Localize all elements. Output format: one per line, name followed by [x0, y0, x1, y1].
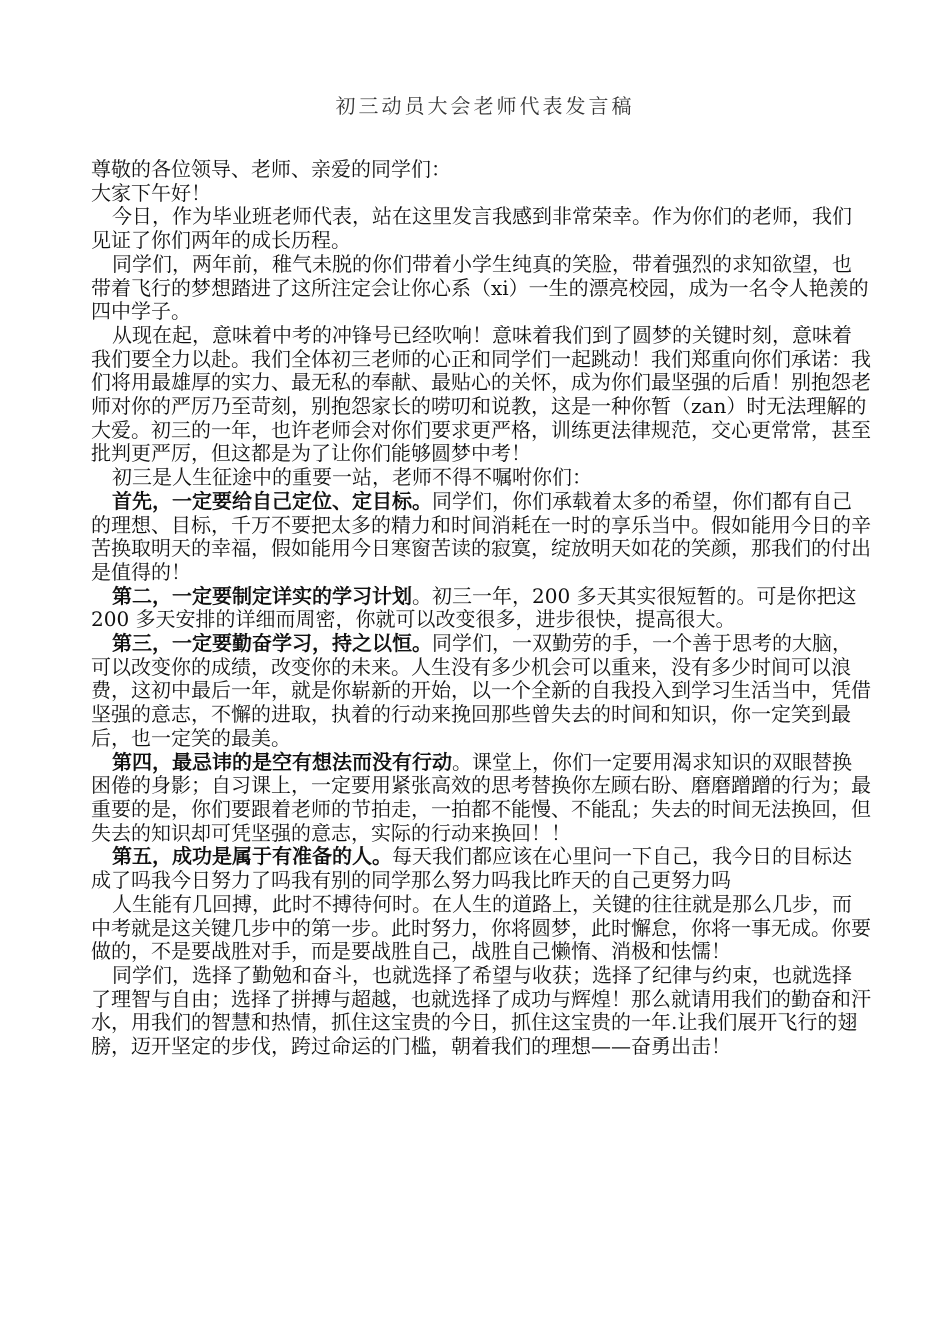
paragraph-4: 初三是人生征途中的重要一站，老师不得不嘱咐你们： [112, 465, 592, 490]
point-four-text: 。课堂上，你们一定要用渴求知识的双眼替换困倦的身影；自习课上，一定要用紧张高效的思考替换你左顾右盼、磨磨蹭蹭的行为；最重要的是，你们要跟着老师的节拍走，一拍都不能慢、不能乱；失去的时间无法换回，但失去的知识却可凭坚强的意志，实际的行动来换回！！ [91, 749, 871, 845]
paragraph-10: 人生能有几回搏，此时不搏待何时。在人生的道路上，关键的往往就是那么几步，而中考就是这关键几步中的第一步。此时努力，你将圆梦，此时懈怠，你将一事无成。你要做的，不是要战胜对手，而是要战胜自己，战胜自己懒惰、消极和怯懦！ [91, 891, 871, 964]
point-five-heading: 第五，成功是属于有准备的人。 [112, 844, 392, 869]
point-one-heading: 首先，一定要给自己定位、定目标。 [112, 488, 432, 513]
point-four-heading: 第四，最忌讳的是空有想法而没有行动 [112, 749, 452, 774]
point-two-heading: 第二，一定要制定详实的学习计划 [112, 583, 412, 608]
paragraph-8 [91, 751, 871, 846]
paragraph-5 [91, 490, 871, 585]
document-page [91, 92, 871, 1059]
paragraph-9 [91, 845, 871, 892]
greeting: 大家下午好！ [91, 180, 211, 205]
point-one-text: 同学们，你们承载着太多的希望，你们都有自己的理想、目标，千万不要把太多的精力和时间消耗在一时的享乐当中。假如能用今日的辛苦换取明天的幸福，假如能用今日寒窗苦读的寂寞，绽放明天如花的笑颜，那我们的付出是值得的！ [91, 488, 871, 584]
paragraph-11: 同学们，选择了勤勉和奋斗，也就选择了希望与收获；选择了纪律与约束，也就选择了理智与自由；选择了拼搏与超越，也就选择了成功与辉煌！那么就请用我们的勤奋和汗水，用我们的智慧和热情，抓住这宝贵的今日，抓住这宝贵的一年.让我们展开飞行的翅膀，迈开坚定的步伐，跨过命运的门槛，朝着我们的理想——奋勇出击！ [91, 962, 871, 1059]
point-two-text: 。初三一年，200 多天其实很短暂的。可是你把这 200 多天安排的详细而周密，你就可以改变很多，进步很快，提高很大。 [91, 583, 857, 632]
salutation: 尊敬的各位领导、老师、亲爱的同学们： [91, 157, 451, 181]
point-three-text: 同学们，一双勤劳的手，一个善于思考的大脑，可以改变你的成绩，改变你的未来。人生没有多少机会可以重来，没有多少时间可以浪费，这初中最后一年，就是你崭新的开始，以一个全新的自我投入到学习生活当中，凭借坚强的意志，不懈的进取，执着的行动来挽回那些曾失去的时间和知识，你一定笑到最后，也一定笑的最美。 [91, 631, 871, 750]
document-title: 初三动员大会老师代表发言稿 [335, 94, 635, 118]
paragraph-6 [91, 585, 871, 632]
paragraph-7 [91, 632, 871, 751]
point-three-heading: 第三，一定要勤奋学习，持之以恒。 [112, 631, 432, 656]
paragraph-1: 今日，作为毕业班老师代表，站在这里发言我感到非常荣幸。作为你们的老师，我们见证了你们两年的成长历程。 [91, 204, 852, 253]
paragraph-2: 同学们，两年前，稚气未脱的你们带着小学生纯真的笑脸，带着强烈的求知欲望，也带着飞行的梦想踏进了这所注定会让你心系（xi）一生的漂亮校园，成为一名令人艳羡的四中学子。 [91, 251, 869, 324]
paragraph-3: 从现在起，意味着中考的冲锋号已经吹响！意味着我们到了圆梦的关键时刻，意味着我们要全力以赴。我们全体初三老师的心正和同学们一起跳动！我们郑重向你们承诺：我们将用最雄厚的实力、最无私的奉献、最贴心的关怀，成为你们最坚强的后盾！别抱怨老师对你的严厉乃至苛刻，别抱怨家长的唠叨和说教，这是一种你暂（zan）时无法理解的大爱。初三的一年，也许老师会对你们要求更严格，训练更法律规范，交心更常常，甚至批判更严厉，但这都是为了让你们能够圆梦中考！ [91, 322, 871, 466]
point-five-text: 每天我们都应该在心里问一下自己，我今日的目标达成了吗我今日努力了吗我有别的同学那么努力吗我比昨天的自己更努力吗 [91, 844, 852, 893]
